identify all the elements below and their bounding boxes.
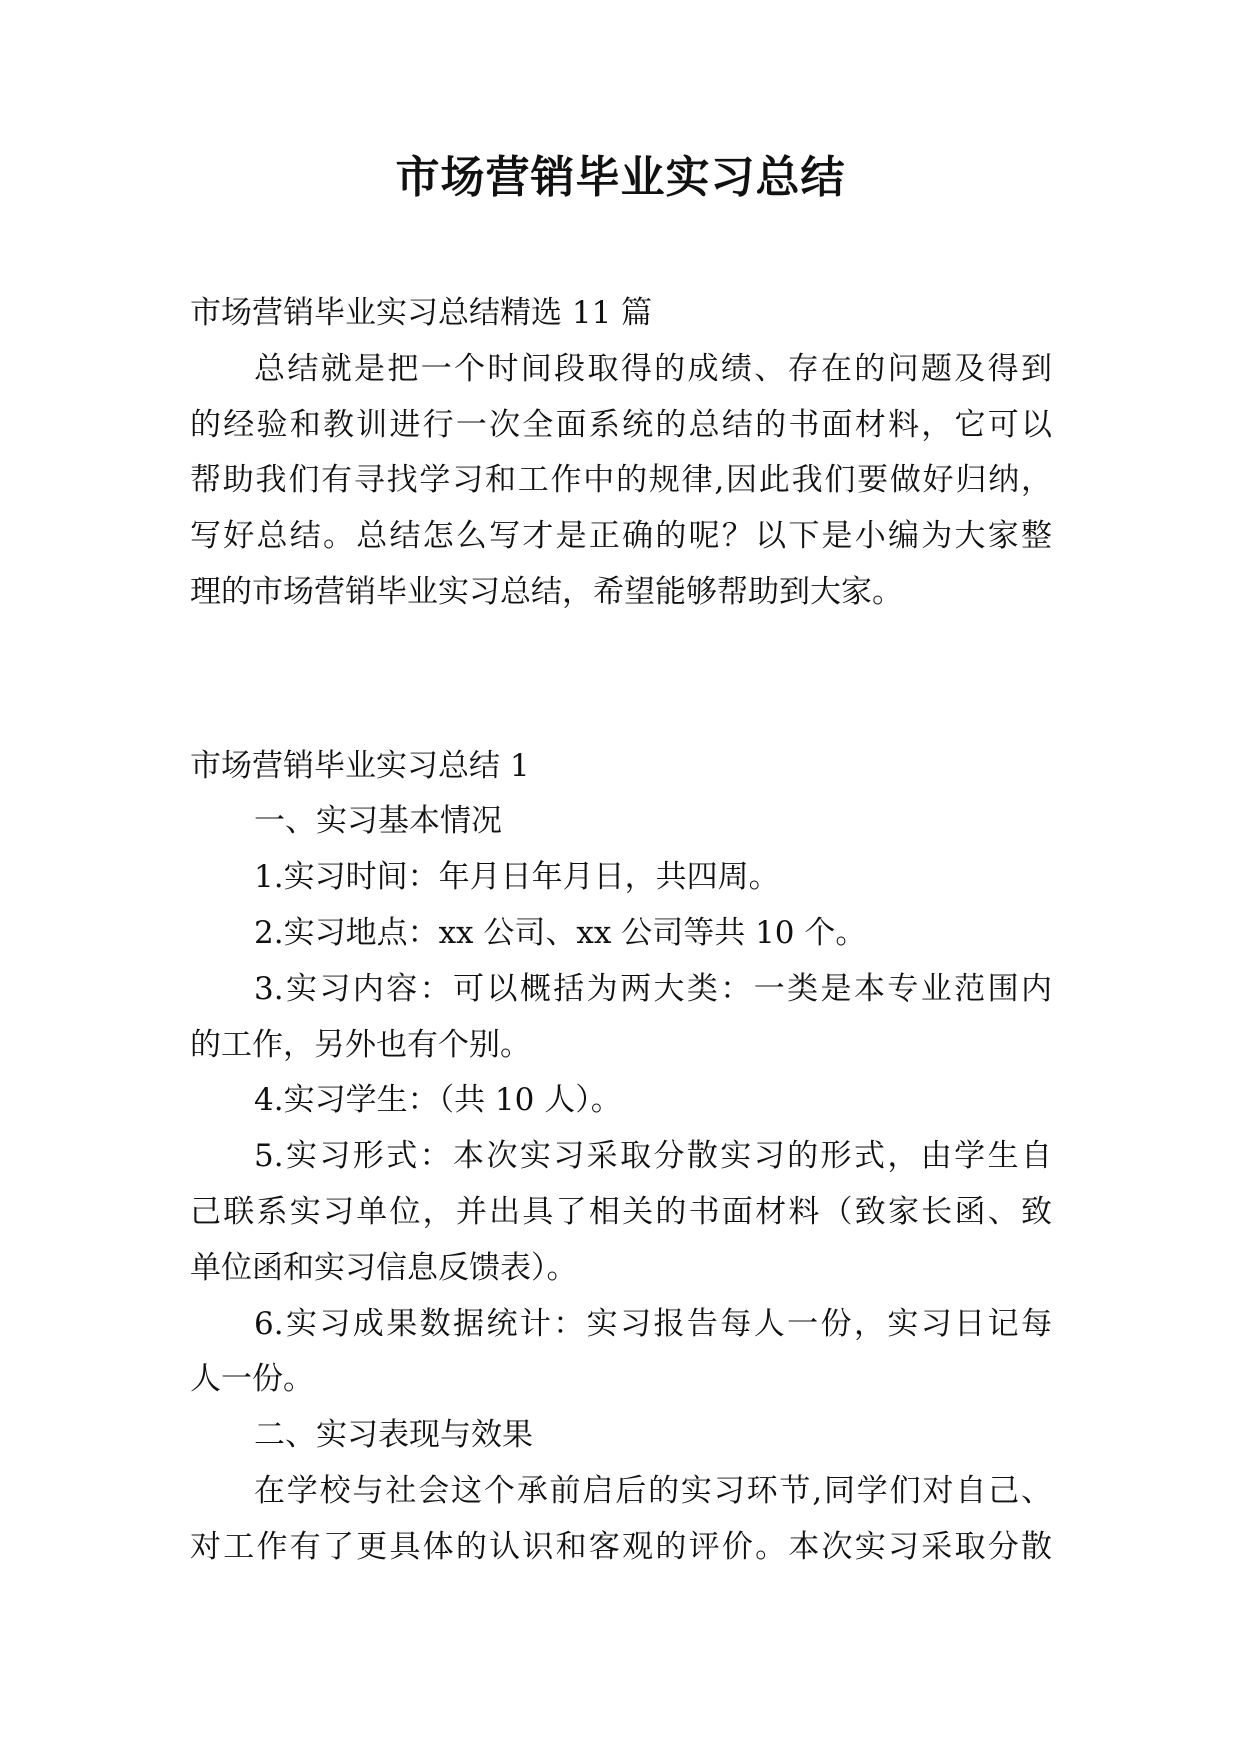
- text-line: 3.实习内容：可以概括为两大类：一类是本专业范围内: [254, 970, 1052, 1007]
- document-body: [190, 286, 1052, 1576]
- text-line: 在学校与社会这个承前启后的实习环节,同学们对自己、: [254, 1472, 1052, 1509]
- text-line: 单位函和实习信息反馈表）。: [190, 1249, 578, 1286]
- text-line: 6.实习成果数据统计：实习报告每人一份，实习日记每: [254, 1305, 1052, 1342]
- text-line: 对工作有了更具体的认识和客观的评价。本次实习采取分散: [190, 1528, 1052, 1565]
- text-line: 5.实习形式：本次实习采取分散实习的形式，由学生自: [254, 1138, 1052, 1175]
- text-line: 2.实习地点：xx 公司、xx 公司等共 10 个。: [254, 914, 867, 951]
- text-line: 一、实习基本情况: [254, 803, 502, 840]
- text-line: 市场营销毕业实习总结 1: [190, 747, 530, 784]
- text-line: 总结就是把一个时间段取得的成绩、存在的问题及得到: [254, 350, 1052, 387]
- text-line: 二、实习表现与效果: [254, 1417, 533, 1454]
- text-line: 1.实习时间：年月日年月日，共四周。: [254, 859, 780, 896]
- document-title: 市场营销毕业实习总结: [395, 152, 846, 203]
- text-line: 4.实习学生：（共 10 人）。: [254, 1082, 622, 1119]
- text-line: 写好总结。总结怎么写才是正确的呢？以下是小编为大家整: [190, 518, 1052, 555]
- paragraph-spacer: [190, 652, 1052, 708]
- text-line: 己联系实习单位，并出具了相关的书面材料（致家长函、致: [190, 1193, 1052, 1230]
- text-line: 市场营销毕业实习总结精选 11 篇: [190, 295, 653, 331]
- text-line: 理的市场营销毕业实习总结，希望能够帮助到大家。: [190, 573, 903, 610]
- text-line: 帮助我们有寻找学习和工作中的规律,因此我们要做好归纳，: [190, 462, 1052, 499]
- text-line: 的经验和教训进行一次全面系统的总结的书面材料，它可以: [190, 406, 1052, 443]
- text-line: 人一份。: [190, 1361, 314, 1398]
- text-line: 的工作，另外也有个别。: [190, 1026, 531, 1063]
